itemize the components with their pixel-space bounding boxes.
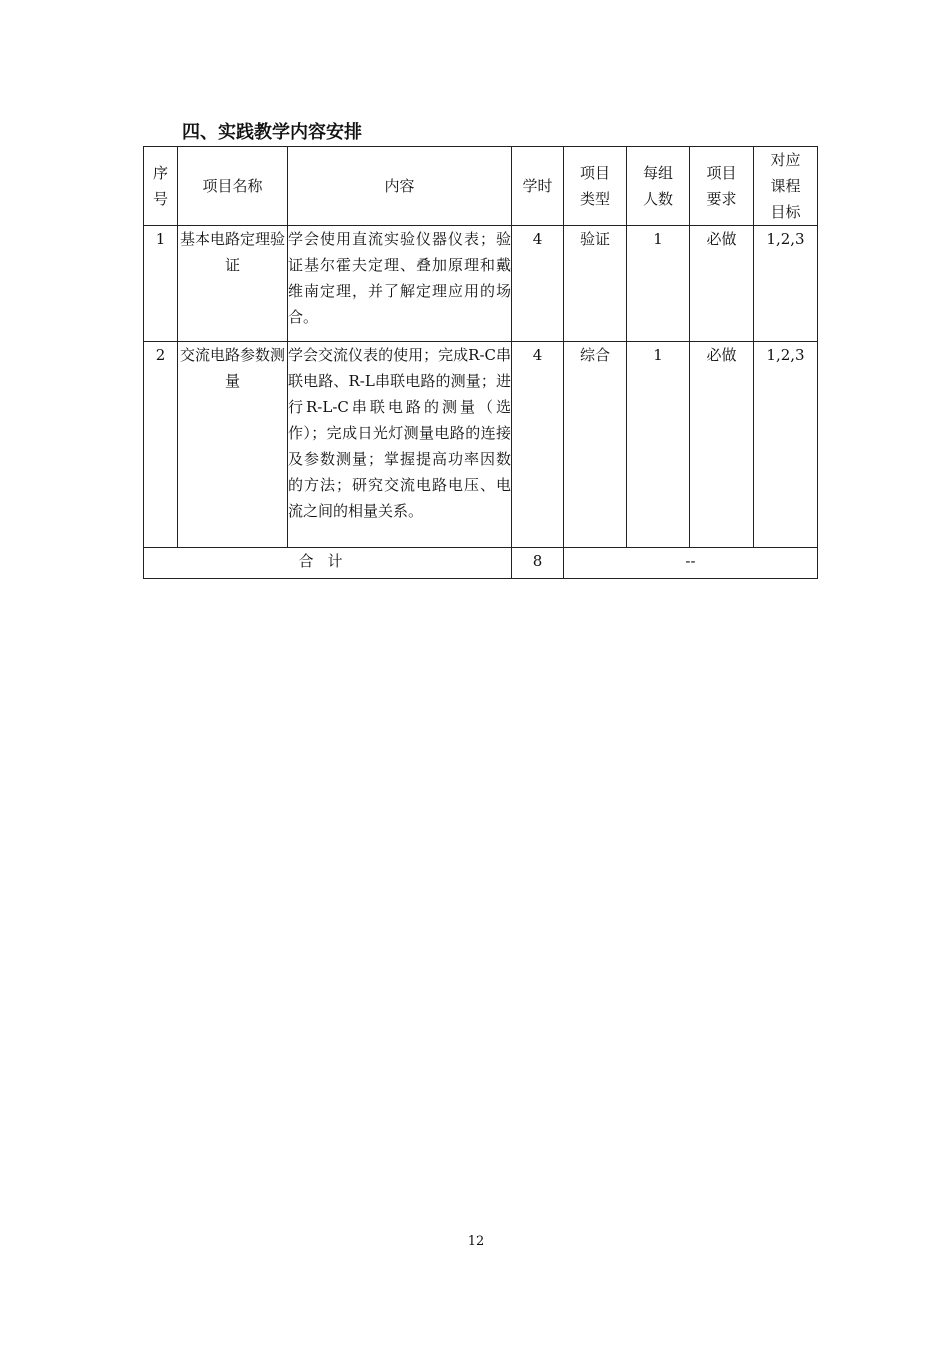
header-type: 项目 类型 (564, 147, 627, 226)
cell-type: 综合 (564, 342, 627, 548)
header-objectives: 对应 课程 目标 (754, 147, 818, 226)
header-group-size: 每组 人数 (627, 147, 690, 226)
table-row (144, 342, 818, 548)
cell-objectives: 1,2,3 (754, 226, 818, 342)
cell-content: 学会交流仪表的使用；完成R-C串联电路、R-L串联电路的测量；进行R-L-C串联电路的测量（选作）；完成日光灯测量电路的连接及参数测量；掌握提高功率因数的方法；研究交流电路电压、电流之间的相量关系。 (288, 342, 512, 548)
section-title: 四、实践教学内容安排 (182, 122, 362, 143)
cell-name: 基本电路定理验证 (178, 226, 288, 342)
cell-no: 2 (144, 342, 178, 548)
page-number: 12 (467, 1234, 485, 1249)
cell-content: 学会使用直流实验仪器仪表；验证基尔霍夫定理、叠加原理和戴维南定理，并了解定理应用的场合。 (288, 226, 512, 342)
cell-requirement: 必做 (690, 226, 754, 342)
cell-hours: 4 (512, 342, 564, 548)
table-total-row (144, 548, 818, 579)
cell-requirement: 必做 (690, 342, 754, 548)
total-label: 合计 (144, 548, 512, 579)
header-name: 项目名称 (178, 147, 288, 226)
cell-objectives: 1,2,3 (754, 342, 818, 548)
cell-hours: 4 (512, 226, 564, 342)
table-row (144, 226, 818, 342)
cell-name: 交流电路参数测量 (178, 342, 288, 548)
cell-group-size: 1 (627, 342, 690, 548)
cell-group-size: 1 (627, 226, 690, 342)
total-hours: 8 (512, 548, 564, 579)
practice-schedule-table (143, 146, 818, 579)
total-rest: -- (564, 548, 818, 579)
header-no: 序 号 (144, 147, 178, 226)
header-content: 内容 (288, 147, 512, 226)
header-hours: 学时 (512, 147, 564, 226)
cell-type: 验证 (564, 226, 627, 342)
header-requirement: 项目 要求 (690, 147, 754, 226)
cell-no: 1 (144, 226, 178, 342)
table-header-row (144, 147, 818, 226)
